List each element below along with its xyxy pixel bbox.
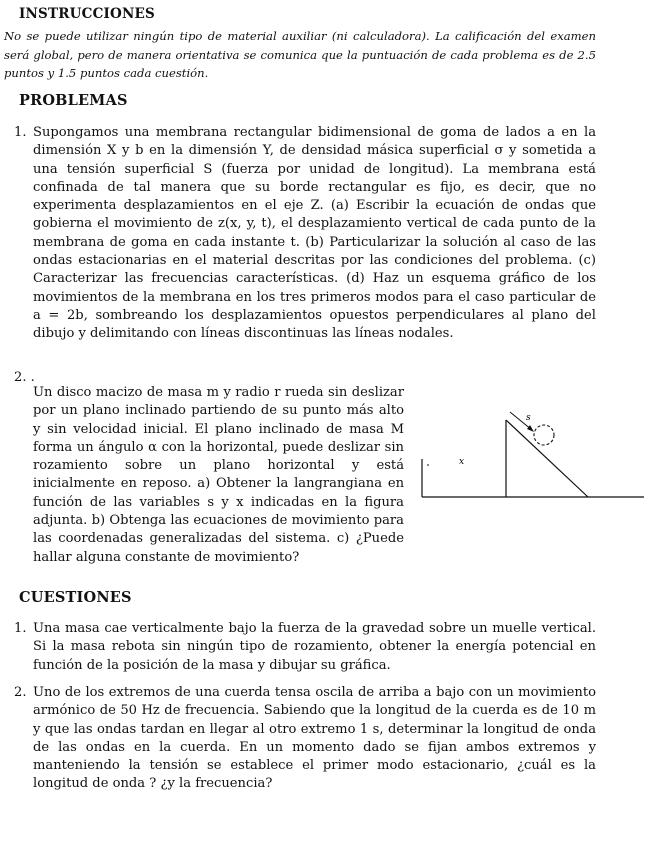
label-s: s (526, 413, 531, 423)
inclined-plane-figure (418, 404, 646, 508)
questions-heading: CUESTIONES (19, 589, 132, 606)
problems-heading: PROBLEMAS (19, 92, 128, 109)
rolling-disc (534, 425, 554, 445)
instructions-text: No se puede utilizar ningún tipo de material auxiliar (ni calculadora). La calificación del examen será global, pero de manera orientativa se comunica que la puntuación de cada problema es de 2.5 puntos y 1.5 puntos cada cuestión. (4, 29, 596, 80)
label-x: x (459, 457, 465, 467)
incline-hypotenuse (506, 420, 588, 497)
s-arrow-head (527, 425, 534, 432)
problem-1-text: Supongamos una membrana rectangular bidimensional de goma de lados a en la dimensión X y b en la dimensión Y, de densidad másica superficial σ y sometida a una tensión superficial S (fuerza por unidad de longitud). La membrana está confinada de tal manera que su borde rectangular es fijo, es decir, que no experimenta desplazamientos en el eje Z. (a) Escribir la ecuación de ondas que gobierna el movimiento de z(x, y, t), el desplazamiento vertical de cada punto de la membrana de goma en cada instante t. (b) Particularizar la solución al caso de las ondas estacionarias en el material descritas por las condiciones del problema. (c) Caracterizar las frecuencias características. (d) Haz un esquema gráfico de los movimientos de la membrana en los tres primeros modos para el caso particular de a = 2b, sombreando los desplazamientos opuestos perpendiculares al plano del dibujo y delimitando con líneas discontinuas las líneas nodales. (33, 125, 596, 342)
question-2-text: Uno de los extremos de una cuerda tensa oscila de arriba a bajo con un movimiento armónico de 50 Hz de frecuencia. Sabiendo que la longitud de la cuerda es de 10 m y que las ondas tardan en llegar al otro extremo 1 s, determinar la longitud de onda de las ondas en la cuerda. En un momento dado se fijan ambos extremos y manteniendo la tensión se establece el primer modo estacionario, ¿cuál es la longitud de onda ? ¿y la frecuencia? (33, 685, 596, 792)
problem-2-text: Un disco macizo de masa m y radio r rueda sin deslizar por un plano inclinado partiendo de su punto más alto y sin velocidad inicial. El plano inclinado de masa M forma un ángulo α con la horizontal, puede deslizar sin rozamiento sobre un plano horizontal y está inicialmente en reposo. a) Obtener la langrangiana en función de las variables s y x indicadas en la figura adjunta. b) Obtenga las ecuaciones de movimiento para las coordenadas generalizadas del sistema. c) ¿Puede hallar alguna constante de movimiento? (33, 385, 404, 565)
problem-2-number: 2. . (14, 370, 35, 385)
question-1-number: 1. (14, 621, 27, 636)
question-2-number: 2. (14, 685, 27, 700)
instructions-heading: INSTRUCCIONES (19, 6, 155, 22)
problem-1-number: 1. (14, 125, 27, 140)
question-1-text: Una masa cae verticalmente bajo la fuerza de la gravedad sobre un muelle vertical. Si la masa rebota sin ningún tipo de rozamiento, obtener la energía potencial en función de la posición de la masa y dibujar su gráfica. (33, 621, 596, 673)
